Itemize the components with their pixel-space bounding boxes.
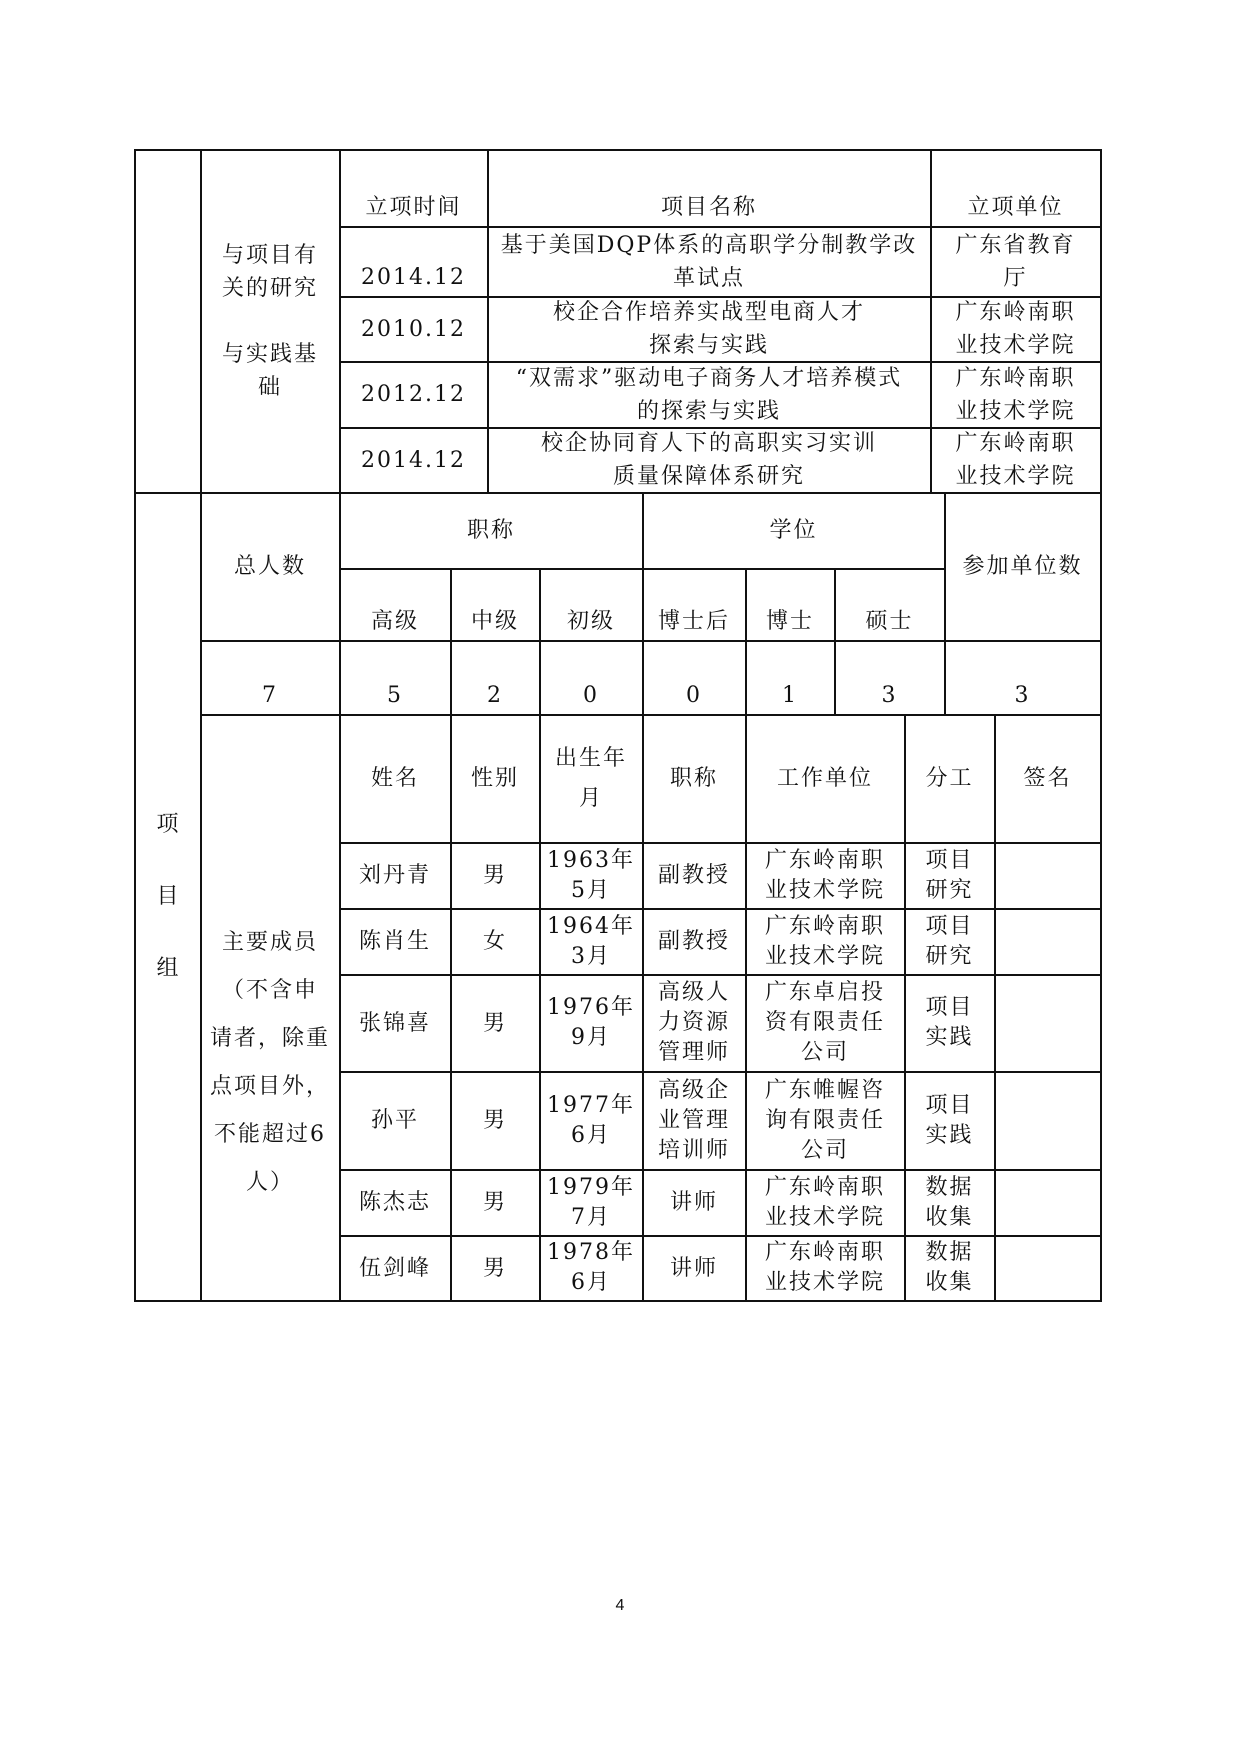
subheader-postdoc: 博士后	[657, 609, 730, 634]
member-title: 副教授	[657, 863, 730, 888]
member-birth: 1964年 3月	[547, 913, 635, 969]
member-birth: 1979年 7月	[547, 1174, 635, 1230]
page-number: 4	[615, 1597, 625, 1614]
count-middle: 2	[487, 683, 503, 708]
member-name: 张锦喜	[358, 1010, 431, 1036]
member-org: 广东帷幄咨 询有限责任 公司	[764, 1077, 885, 1163]
member-birth: 1963年 5月	[547, 847, 635, 903]
member-header-sign: 签名	[1023, 766, 1072, 791]
foundation-row-3-name: “双需求”驱动电子商务人才培养模式 的探索与实践	[515, 365, 903, 424]
header-project-name: 项目名称	[660, 195, 757, 220]
member-header-gender: 性别	[470, 766, 519, 791]
member-header-birth: 出生年 月	[554, 745, 627, 811]
member-role: 项目 实践	[925, 1092, 974, 1148]
member-name: 孙平	[370, 1108, 419, 1133]
member-org: 广东岭南职 业技术学院	[764, 913, 885, 969]
subheader-junior: 初级	[566, 609, 615, 634]
foundation-row-4-unit: 广东岭南职 业技术学院	[955, 431, 1076, 489]
header-time: 立项时间	[365, 195, 462, 220]
foundation-row-2-time: 2010.12	[361, 316, 466, 342]
foundation-row-4-time: 2014.12	[361, 447, 466, 473]
foundation-row-2-unit: 广东岭南职 业技术学院	[955, 300, 1076, 358]
table-border-right	[1100, 149, 1102, 1301]
count-senior: 5	[387, 683, 403, 708]
members-label: 主要成员 （不含申 请者，除重 点项目外， 不能超过6 人）	[209, 929, 330, 1195]
team-side-label	[135, 493, 200, 1300]
member-name: 陈杰志	[358, 1190, 431, 1215]
subheader-master: 硕士	[865, 609, 914, 634]
team-side-char: 组	[156, 955, 179, 981]
member-org: 广东岭南职 业技术学院	[764, 1174, 885, 1230]
member-gender: 男	[482, 1255, 507, 1281]
member-name: 伍剑峰	[358, 1255, 431, 1281]
foundation-row-1-time: 2014.12	[361, 265, 466, 290]
member-title: 副教授	[657, 929, 730, 954]
degree-group-label: 学位	[769, 518, 818, 543]
member-title: 高级人 力资源 管理师	[657, 980, 730, 1065]
member-title: 高级企 业管理 培训师	[657, 1077, 730, 1163]
member-sign[interactable]	[995, 843, 1100, 908]
count-postdoc: 0	[686, 683, 702, 708]
subheader-middle: 中级	[470, 609, 519, 634]
member-birth: 1977年 6月	[547, 1092, 635, 1148]
member-birth: 1976年 9月	[547, 995, 635, 1050]
member-org: 广东岭南职 业技术学院	[764, 1240, 885, 1295]
member-role: 项目 研究	[925, 847, 974, 903]
count-junior: 0	[583, 683, 599, 708]
member-title: 讲师	[669, 1190, 718, 1215]
count-master: 3	[881, 683, 898, 708]
units-count-label: 参加单位数	[962, 554, 1083, 579]
count-total: 7	[262, 683, 278, 708]
member-role: 项目 实践	[925, 995, 974, 1050]
total-count-label: 总人数	[233, 554, 306, 579]
member-name: 刘丹青	[358, 863, 431, 888]
member-sign[interactable]	[995, 1236, 1100, 1300]
member-title: 讲师	[669, 1255, 718, 1281]
member-sign[interactable]	[995, 1170, 1100, 1235]
foundation-row-2-name: 校企合作培养实战型电商人才 探索与实践	[552, 300, 865, 358]
header-unit: 立项单位	[967, 195, 1064, 220]
count-phd: 1	[782, 683, 798, 708]
member-name: 陈肖生	[358, 929, 431, 954]
member-role: 数据 收集	[925, 1174, 974, 1230]
foundation-row-4-name: 校企协同育人下的高职实习实训 质量保障体系研究	[540, 431, 877, 489]
foundation-row-3-unit: 广东岭南职 业技术学院	[955, 365, 1076, 424]
member-role: 项目 研究	[925, 913, 974, 969]
member-role: 数据 收集	[925, 1240, 974, 1295]
member-birth: 1978年 6月	[547, 1240, 635, 1295]
foundation-row-1-unit: 广东省教育 厅	[955, 232, 1076, 291]
member-header-name: 姓名	[370, 766, 419, 791]
foundation-row-1-name: 基于美国DQP体系的高职学分制教学改 革试点	[500, 232, 918, 291]
member-gender: 女	[482, 929, 507, 954]
count-units: 3	[1014, 683, 1031, 708]
member-gender: 男	[482, 1108, 507, 1133]
subheader-senior: 高级	[370, 609, 419, 634]
member-header-title: 职称	[669, 766, 718, 791]
foundation-label: 与项目有 关的研究 与实践基 础	[221, 242, 318, 400]
member-header-org: 工作单位	[776, 766, 873, 791]
subheader-phd: 博士	[765, 609, 814, 634]
member-gender: 男	[482, 1190, 507, 1215]
member-header-role: 分工	[925, 766, 974, 791]
member-gender: 男	[482, 1010, 507, 1036]
member-sign[interactable]	[995, 1072, 1100, 1169]
team-side-char: 目	[156, 883, 179, 909]
member-sign[interactable]	[995, 975, 1100, 1071]
member-org: 广东岭南职 业技术学院	[764, 847, 885, 903]
team-side-char: 项	[156, 811, 179, 837]
table-border-bottom	[134, 1300, 1102, 1302]
member-gender: 男	[482, 863, 507, 888]
member-org: 广东卓启投 资有限责任 公司	[764, 980, 885, 1065]
title-group-label: 职称	[466, 518, 515, 543]
foundation-row-3-time: 2012.12	[361, 382, 466, 407]
member-sign[interactable]	[995, 909, 1100, 974]
